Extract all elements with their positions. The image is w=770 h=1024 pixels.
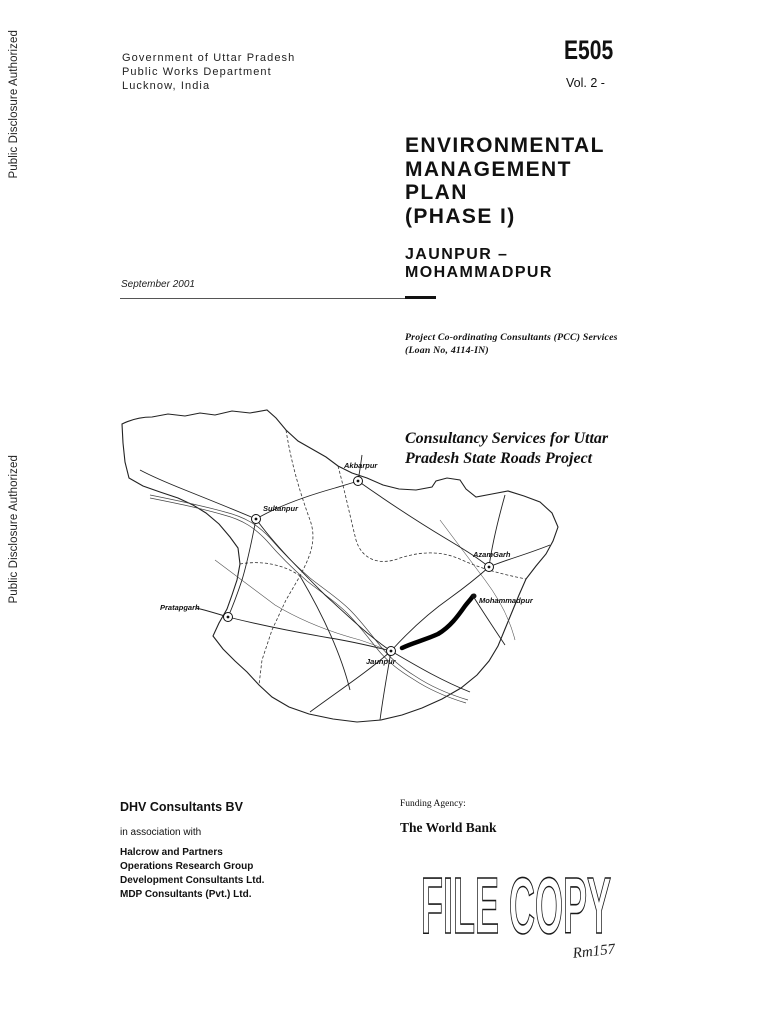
- issuer-block: [122, 51, 295, 93]
- map-label-mohammadpur: Mohammadpur: [479, 596, 533, 605]
- map-label-azamgarh: AzamGarh: [473, 550, 511, 559]
- town-marker-sultanpur: [252, 515, 261, 524]
- program-line: Pradesh State Roads Project: [405, 449, 593, 467]
- title-line: (PHASE I): [405, 204, 516, 228]
- partner-item: Development Consultants Ltd.: [120, 875, 265, 886]
- town-marker-mohammadpur: [472, 594, 477, 599]
- file-copy-stamp: [418, 868, 618, 940]
- issuer-department: Public Works Department: [122, 66, 272, 78]
- partner-item: MDP Consultants (Pvt.) Ltd.: [120, 889, 252, 900]
- river: [150, 495, 468, 700]
- map-label-sultanpur: Sultanpur: [263, 504, 298, 513]
- map-label-jaunpur: Jaunpur: [366, 657, 396, 666]
- route-map: [110, 400, 575, 730]
- issuer-government: Government of Uttar Pradesh: [122, 52, 296, 64]
- town-marker-pratapgarh: [224, 613, 233, 622]
- district-boundary: [240, 563, 300, 576]
- report-code: E505: [564, 35, 614, 65]
- disclosure-note-upper: Public Disclosure Authorized: [8, 30, 20, 179]
- district-boundary: [259, 430, 313, 685]
- road: [256, 481, 358, 519]
- divider-line: [120, 298, 405, 299]
- funding-agency-name: The World Bank: [400, 820, 497, 835]
- subtitle-line: JAUNPUR –: [405, 246, 509, 263]
- handwritten-note: Rm157: [572, 941, 616, 962]
- publication-date: September 2001: [121, 279, 195, 290]
- map-label-akbarpur: Akbarpur: [344, 461, 378, 470]
- issuer-location: Lucknow, India: [122, 80, 211, 92]
- partner-item: Halcrow and Partners: [120, 847, 223, 858]
- title-line: PLAN: [405, 181, 468, 204]
- loan-number: (Loan No, 4114-IN): [405, 345, 489, 356]
- funding-agency-label: Funding Agency:: [400, 799, 466, 809]
- partner-list: [120, 846, 264, 902]
- project-road-jaunpur-mohammadpur: [402, 596, 473, 648]
- lead-consultant: DHV Consultants BV: [120, 800, 243, 814]
- town-marker-azamgarh: [485, 563, 494, 572]
- document-title: [405, 134, 605, 228]
- project-services: [405, 331, 618, 357]
- subtitle-line: MOHAMMADPUR: [405, 264, 553, 281]
- road: [228, 617, 391, 651]
- road: [228, 519, 256, 617]
- road: [300, 576, 350, 690]
- route-subtitle: [405, 246, 553, 282]
- volume-number: Vol. 2 -: [566, 76, 605, 90]
- title-line: ENVIRONMENTAL: [405, 134, 605, 157]
- town-marker-jaunpur: [387, 647, 396, 656]
- association-label: in association with: [120, 827, 202, 838]
- map-label-pratapgarh: Pratapgarh: [160, 603, 200, 612]
- title-line: MANAGEMENT: [405, 157, 572, 181]
- project-line: Project Co-ordinating Consultants (PCC) Services: [405, 332, 618, 343]
- disclosure-note-lower: Public Disclosure Authorized: [8, 455, 20, 604]
- river: [150, 498, 466, 703]
- program-line: Consultancy Services for Uttar: [405, 430, 609, 447]
- divider-accent: [405, 296, 436, 299]
- road: [256, 519, 391, 651]
- partner-item: Operations Research Group: [120, 861, 254, 872]
- road: [391, 651, 470, 692]
- road: [358, 481, 489, 567]
- river: [215, 560, 390, 652]
- road: [391, 567, 489, 651]
- town-marker-akbarpur: [354, 477, 363, 486]
- road: [140, 470, 256, 519]
- stamp-text: FILE COPY: [421, 868, 611, 940]
